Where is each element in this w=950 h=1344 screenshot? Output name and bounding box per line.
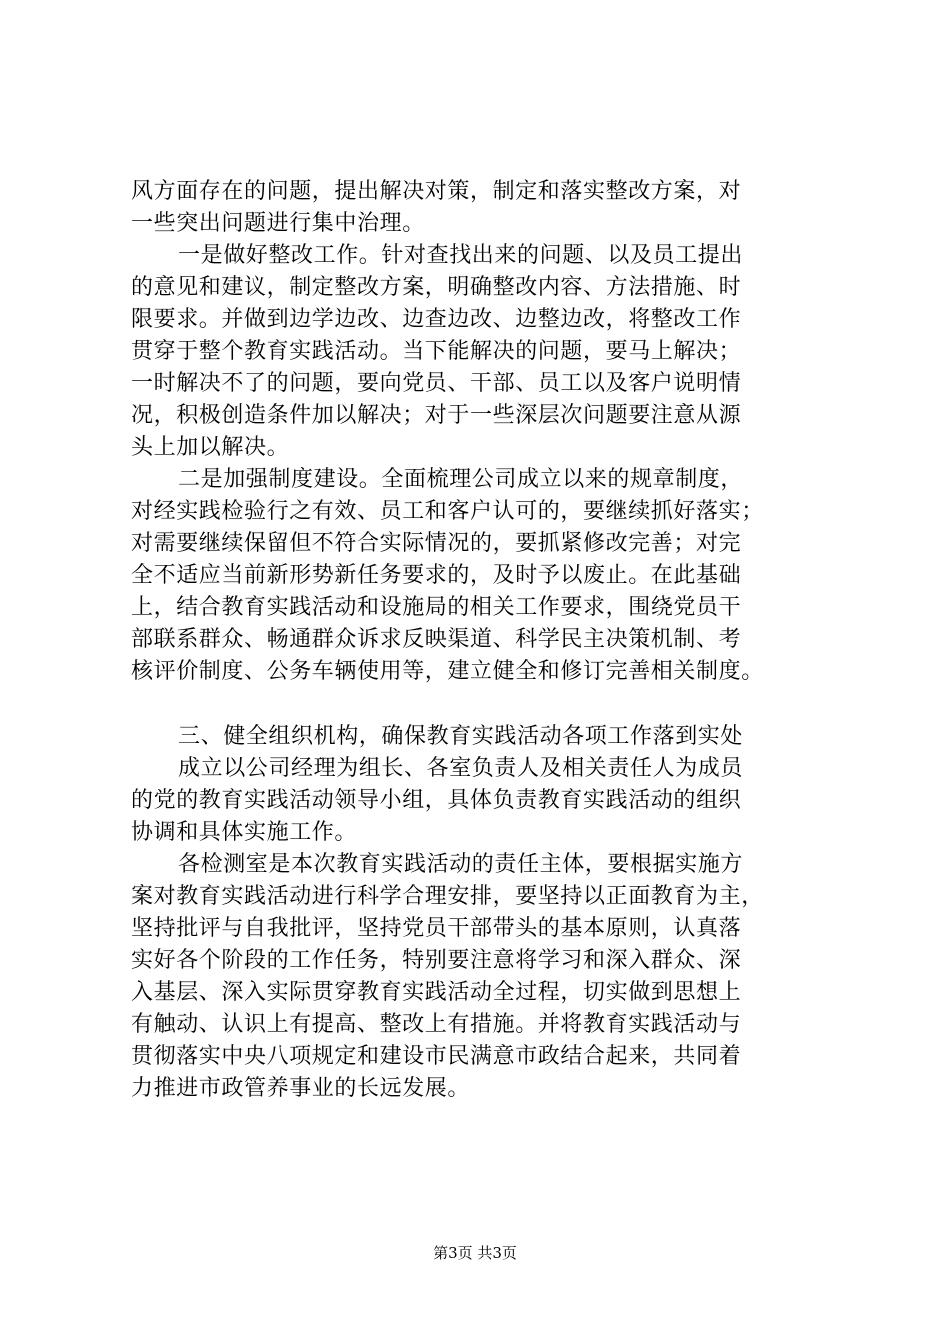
text-line: 贯彻落实中央八项规定和建设市民满意市政结合起来，共同着 — [131, 1044, 742, 1069]
text-line: 部联系群众、畅通群众诉求反映渠道、科学民主决策机制、考 — [131, 627, 742, 652]
text-line: 的意见和建议，制定整改方案，明确整改内容、方法措施、时 — [131, 275, 742, 300]
section-heading-text: 三、健全组织机构，确保教育实践活动各项工作落到实处 — [178, 724, 744, 749]
page-number: 第3页 共3页 — [433, 1244, 517, 1262]
text-line: 成立以公司经理为组长、各室负责人及相关责任人为成员 — [178, 756, 744, 781]
text-line: 况，积极创造条件加以解决；对于一些深层次问题要注意从源 — [131, 403, 742, 428]
text-line: 一是做好整改工作。针对查找出来的问题、以及员工提出 — [178, 243, 744, 268]
document-body — [131, 176, 821, 1105]
text-line: 一些突出问题进行集中治理。 — [131, 211, 425, 236]
page-footer — [0, 1243, 950, 1263]
text-line: 各检测室是本次教育实践活动的责任主体，要根据实施方 — [178, 852, 744, 877]
paragraph-responsibility — [131, 849, 821, 1105]
text-line: 坚持批评与自我批评，坚持党员干部带头的基本原则，认真落 — [131, 916, 742, 941]
text-line: 入基层、深入实际贯穿教育实践活动全过程，切实做到思想上 — [131, 980, 742, 1005]
paragraph-continuation — [131, 176, 821, 240]
text-line: 案对教育实践活动进行科学合理安排，要坚持以正面教育为主， — [131, 884, 764, 909]
text-line: 二是加强制度建设。全面梳理公司成立以来的规章制度， — [178, 467, 744, 492]
text-line: 的党的教育实践活动领导小组，具体负责教育实践活动的组织 — [131, 788, 742, 813]
text-line: 核评价制度、公务车辆使用等，建立健全和修订完善相关制度。 — [131, 659, 764, 684]
paragraph-gap — [131, 688, 821, 721]
text-line: 对需要继续保留但不符合实际情况的，要抓紧修改完善；对完 — [131, 531, 742, 556]
text-line: 有触动、认识上有提高、整改上有措施。并将教育实践活动与 — [131, 1012, 742, 1037]
text-line: 实好各个阶段的工作任务，特别要注意将学习和深入群众、深 — [131, 948, 742, 973]
text-line: 风方面存在的问题，提出解决对策，制定和落实整改方案，对 — [131, 179, 742, 204]
text-line: 贯穿于整个教育实践活动。当下能解决的问题，要马上解决； — [131, 339, 742, 364]
text-line: 全不适应当前新形势新任务要求的，及时予以废止。在此基础 — [131, 563, 742, 588]
text-line: 上，结合教育实践活动和设施局的相关工作要求，围绕党员干 — [131, 595, 742, 620]
text-line: 力推进市政管养事业的长远发展。 — [131, 1076, 471, 1101]
text-line: 协调和具体实施工作。 — [131, 820, 358, 845]
paragraph-rectification-work — [131, 240, 821, 464]
text-line: 一时解决不了的问题，要向党员、干部、员工以及客户说明情 — [131, 371, 742, 396]
paragraph-system-building — [131, 464, 821, 688]
text-line: 限要求。并做到边学边改、边查边改、边整边改，将整改工作 — [131, 307, 742, 332]
paragraph-leading-group — [131, 753, 821, 849]
text-line: 头上加以解决。 — [131, 435, 290, 460]
text-line: 对经实践检验行之有效、员工和客户认可的，要继续抓好落实； — [131, 499, 764, 524]
section-heading-3 — [131, 721, 821, 753]
